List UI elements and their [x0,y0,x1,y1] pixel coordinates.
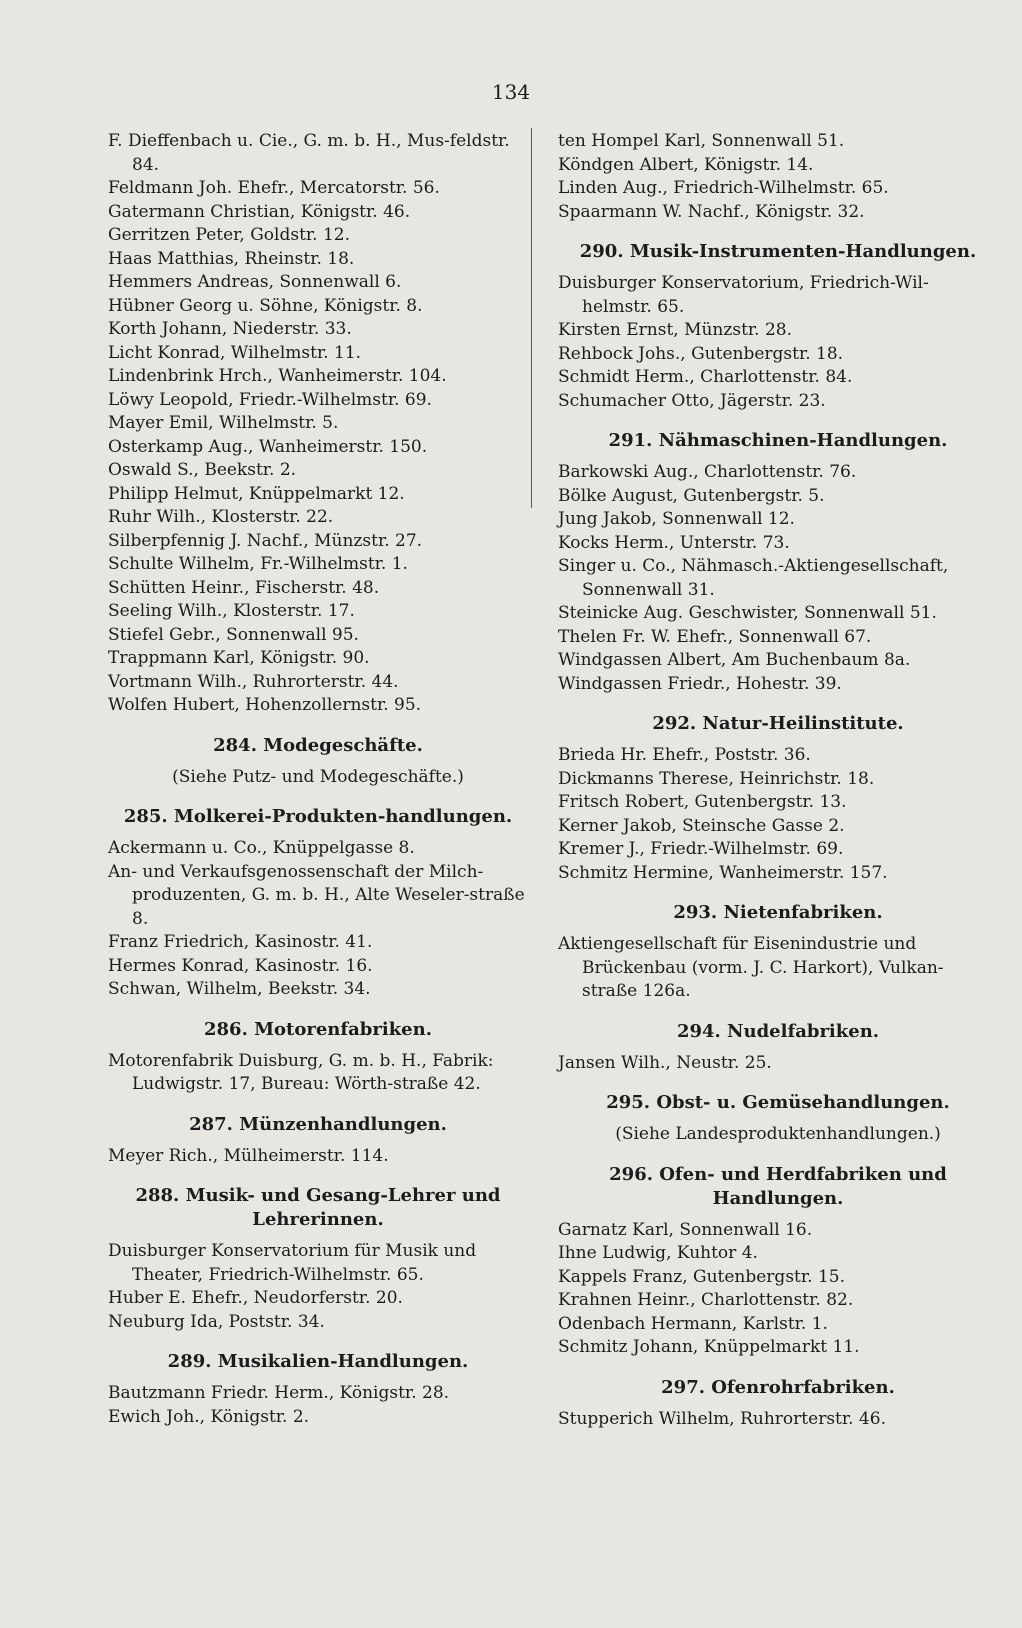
directory-entry: Hermes Konrad, Kasinostr. 16. [108,955,373,976]
directory-entry: Feldmann Joh. Ehefr., Mercatorstr. 56. [108,178,440,198]
section-heading: 292. Natur-Heilinstitute. [652,713,904,734]
directory-entry: Duisburger Konservatorium, Friedrich-Wil-helmstr. 65. [558,273,929,317]
directory-entry: Linden Aug., Friedrich-Wilhelmstr. 65. [558,178,889,198]
directory-entry: Schumacher Otto, Jägerstr. 23. [558,390,826,411]
directory-entry: Licht Konrad, Wilhelmstr. 11. [108,342,362,363]
directory-entry: Lindenbrink Hrch., Wanheimerstr. 104. [108,366,447,386]
column-divider [531,128,532,508]
directory-entry: Garnatz Karl, Sonnenwall 16. [558,1219,813,1240]
left-column [108,130,528,1429]
directory-entry: Gerritzen Peter, Goldstr. 12. [108,225,351,245]
section-heading: 291. Nähmaschinen-Handlungen. [608,430,948,451]
directory-entry: An- und Verkaufsgenossenschaft der Milch-produzenten, G. m. b. H., Alte Weseler-straße 8. [108,861,525,929]
section-heading: 288. Musik- und Gesang-Lehrer und Lehrerinnen. [135,1185,501,1230]
directory-entry: Motorenfabrik Duisburg, G. m. b. H., Fabrik: Ludwigstr. 17, Bureau: Wörth-straße 42. [108,1050,494,1094]
directory-entry: Windgassen Albert, Am Buchenbaum 8a. [558,650,911,670]
directory-entry: Krahnen Heinr., Charlottenstr. 82. [558,1290,854,1310]
directory-entry: Singer u. Co., Nähmasch.-Aktiengesellschaft, Sonnenwall 31. [558,556,949,600]
directory-entry: Silberpfennig J. Nachf., Münzstr. 27. [108,530,423,551]
directory-entry: Hübner Georg u. Söhne, Königstr. 8. [108,295,423,316]
directory-entry: Oswald S., Beekstr. 2. [108,460,297,480]
directory-entry: Kappels Franz, Gutenbergstr. 15. [558,1266,845,1287]
section-heading: 295. Obst- u. Gemüsehandlungen. [606,1092,950,1113]
directory-entry: Hemmers Andreas, Sonnenwall 6. [108,272,402,292]
directory-entry: Bautzmann Friedr. Herm., Königstr. 28. [108,1383,450,1403]
directory-entry: Stupperich Wilhelm, Ruhrorterstr. 46. [558,1408,886,1429]
directory-entry: Meyer Rich., Mülheimerstr. 114. [108,1145,389,1166]
directory-entry: Löwy Leopold, Friedr.-Wilhelmstr. 69. [108,389,432,410]
directory-entry: Haas Matthias, Rheinstr. 18. [108,248,355,269]
directory-entry: Spaarmann W. Nachf., Königstr. 32. [558,201,865,222]
directory-entry: Dickmanns Therese, Heinrichstr. 18. [558,768,875,789]
section-heading: 296. Ofen- und Herdfabriken und Handlungen. [609,1163,947,1209]
directory-entry: Schmitz Johann, Knüppelmarkt 11. [558,1337,860,1357]
directory-entry: Kerner Jakob, Steinsche Gasse 2. [558,815,845,836]
directory-entry: Barkowski Aug., Charlottenstr. 76. [558,462,857,482]
directory-entry: Odenbach Hermann, Karlstr. 1. [558,1313,828,1334]
directory-entry: Brieda Hr. Ehefr., Poststr. 36. [558,745,811,765]
cross-reference-note: (Siehe Putz- und Modegeschäfte.) [172,766,464,787]
directory-entry: Steinicke Aug. Geschwister, Sonnenwall 51. [558,603,937,623]
directory-entry: Schütten Heinr., Fischerstr. 48. [108,577,380,598]
directory-entry: Aktiengesellschaft für Eisenindustrie und Brückenbau (vorm. J. C. Harkort), Vulkan-straße 126a. [558,934,944,1001]
directory-entry: Huber E. Ehefr., Neudorferstr. 20. [108,1288,403,1308]
section-heading: 297. Ofenrohrfabriken. [661,1376,895,1398]
directory-entry: Korth Johann, Niederstr. 33. [108,319,352,339]
directory-entry: Jansen Wilh., Neustr. 25. [558,1052,772,1073]
directory-entry: Windgassen Friedr., Hohestr. 39. [558,673,842,694]
directory-entry: Fritsch Robert, Gutenbergstr. 13. [558,792,847,812]
directory-entry: Köndgen Albert, Königstr. 14. [558,154,814,175]
directory-entry: Kremer J., Friedr.-Wilhelmstr. 69. [558,839,844,859]
section-heading: 286. Motorenfabriken. [204,1018,432,1040]
directory-entry: Ewich Joh., Königstr. 2. [108,1406,310,1427]
right-column [558,130,998,1431]
directory-entry: Osterkamp Aug., Wanheimerstr. 150. [108,436,428,457]
directory-entry: Ackermann u. Co., Knüppelgasse 8. [108,838,415,858]
directory-entry: Gatermann Christian, Königstr. 46. [108,201,411,222]
directory-entry: Stiefel Gebr., Sonnenwall 95. [108,624,359,645]
directory-entry: Mayer Emil, Wilhelmstr. 5. [108,413,339,433]
directory-entry: F. Dieffenbach u. Cie., G. m. b. H., Mus-feldstr. 84. [108,131,510,175]
directory-entry: Wolfen Hubert, Hohenzollernstr. 95. [108,695,422,715]
cross-reference-note: (Siehe Landesproduktenhandlungen.) [615,1124,941,1144]
directory-entry: Thelen Fr. W. Ehefr., Sonnenwall 67. [558,626,872,647]
directory-entry: Seeling Wilh., Klosterstr. 17. [108,601,355,621]
directory-entry: Schulte Wilhelm, Fr.-Wilhelmstr. 1. [108,554,408,574]
directory-entry: Kirsten Ernst, Münzstr. 28. [558,320,792,340]
directory-entry: Ruhr Wilh., Klosterstr. 22. [108,507,334,527]
page-number: 134 [491,80,531,104]
directory-entry: Franz Friedrich, Kasinostr. 41. [108,932,373,952]
directory-entry: Ihne Ludwig, Kuhtor 4. [558,1243,758,1263]
directory-entry: Duisburger Konservatorium für Musik und Theater, Friedrich-Wilhelmstr. 65. [108,1241,477,1285]
directory-entry: Vortmann Wilh., Ruhrorterstr. 44. [108,671,399,692]
section-heading: 287. Münzenhandlungen. [189,1113,447,1135]
directory-entry: Philipp Helmut, Knüppelmarkt 12. [108,483,405,504]
directory-entry: Schmitz Hermine, Wanheimerstr. 157. [558,862,888,883]
directory-entry: ten Hompel Karl, Sonnenwall 51. [558,131,845,151]
section-heading: 294. Nudelfabriken. [676,1020,880,1042]
directory-entry: Neuburg Ida, Poststr. 34. [108,1311,325,1332]
directory-entry: Kocks Herm., Unterstr. 73. [558,532,790,553]
directory-entry: Bölke August, Gutenbergstr. 5. [558,485,825,506]
directory-entry: Schwan, Wilhelm, Beekstr. 34. [108,979,371,999]
directory-entry: Trappmann Karl, Königstr. 90. [108,648,370,668]
directory-entry: Jung Jakob, Sonnenwall 12. [558,509,795,529]
section-heading: 290. Musik-Instrumenten-Handlungen. [579,241,977,262]
directory-entry: Schmidt Herm., Charlottenstr. 84. [558,367,853,387]
section-heading: 289. Musikalien-Handlungen. [167,1351,469,1372]
section-heading: 293. Nietenfabriken. [673,902,883,923]
section-heading: 285. Molkerei-Produkten-handlungen. [123,806,513,827]
directory-entry: Rehbock Johs., Gutenbergstr. 18. [558,343,844,364]
section-heading: 284. Modegeschäfte. [213,734,423,756]
